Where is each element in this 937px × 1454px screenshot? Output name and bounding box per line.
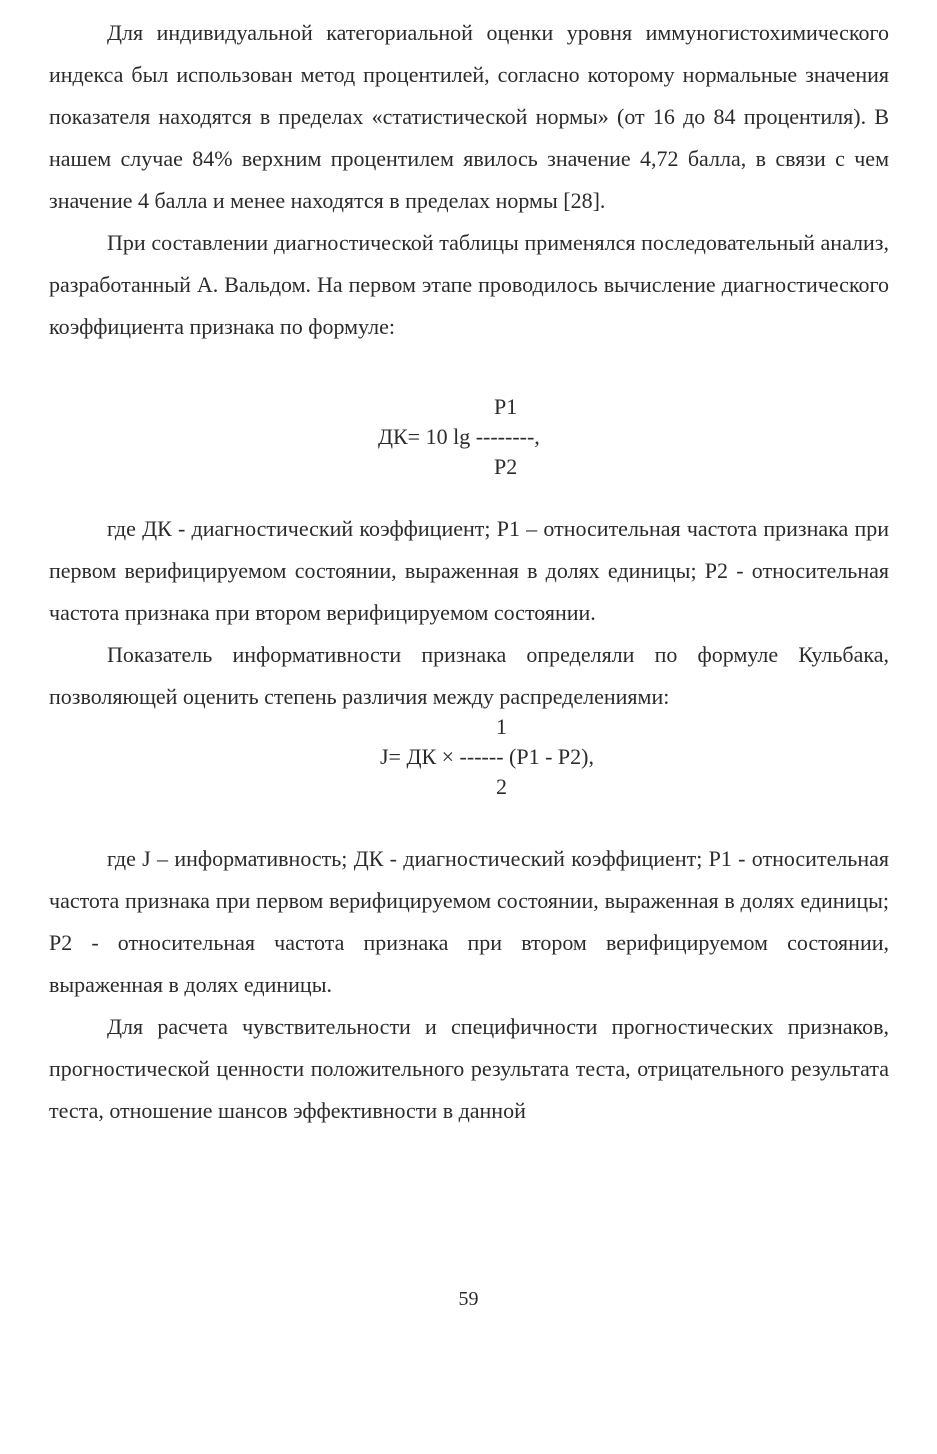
paragraph-percentile-method: Для индивидуальной категориальной оценки уровня иммуногистохимического индекса был использован метод процентилей, согласно которому нормальные значения показателя находятся в пределах «статистической нормы» (от 16 до 84 процентиля). В нашем случае 84% верхним процентилем явилось значение 4,72 балла, в связи с чем значение 4 балла и менее находятся в пределах нормы [28]. (49, 20, 889, 213)
formula2-main: J= ДК × ------ (Р1 - Р2), (380, 744, 594, 769)
document-body (49, 12, 889, 1132)
page-number: 59 (458, 1288, 479, 1310)
formula1-main: ДК= 10 lg --------, (378, 424, 540, 449)
formula-informativeness (49, 714, 889, 838)
formula1-denominator: Р2 (494, 454, 518, 479)
paragraph-sensitivity: Для расчета чувствительности и специфичности прогностических признаков, прогностической ценности положительного результата теста, отрицательного результата теста, отношение шансов эффективности в данной (49, 1014, 889, 1123)
formula-diagnostic-coefficient (49, 348, 889, 508)
formula2-denominator: 2 (496, 774, 507, 799)
paragraph-j-definition: где J – информативность; ДК - диагностический коэффициент; Р1 - относительная частота признака при первом верифицируемом состоянии, выраженная в долях единицы; Р2 - относительная частота признака при втором верифицируемом состоянии, выраженная в долях единицы. (49, 846, 889, 997)
paragraph-dk-definition: где ДК - диагностический коэффициент; Р1 – относительная частота признака при первом верифицируемом состоянии, выраженная в долях единицы; Р2 - относительная частота признака при втором верифицируемом состоянии. (49, 516, 889, 625)
paragraph-diagnostic-table: При составлении диагностической таблицы применялся последовательный анализ, разработанный А. Вальдом. На первом этапе проводилось вычисление диагностического коэффициента признака по формуле: (49, 230, 889, 339)
paragraph-kullback-formula: Показатель информативности признака определяли по формуле Кульбака, позволяющей оценить степень различия между распределениями: (49, 642, 889, 709)
formula2-numerator: 1 (496, 714, 507, 739)
formula1-numerator: Р1 (494, 394, 518, 419)
